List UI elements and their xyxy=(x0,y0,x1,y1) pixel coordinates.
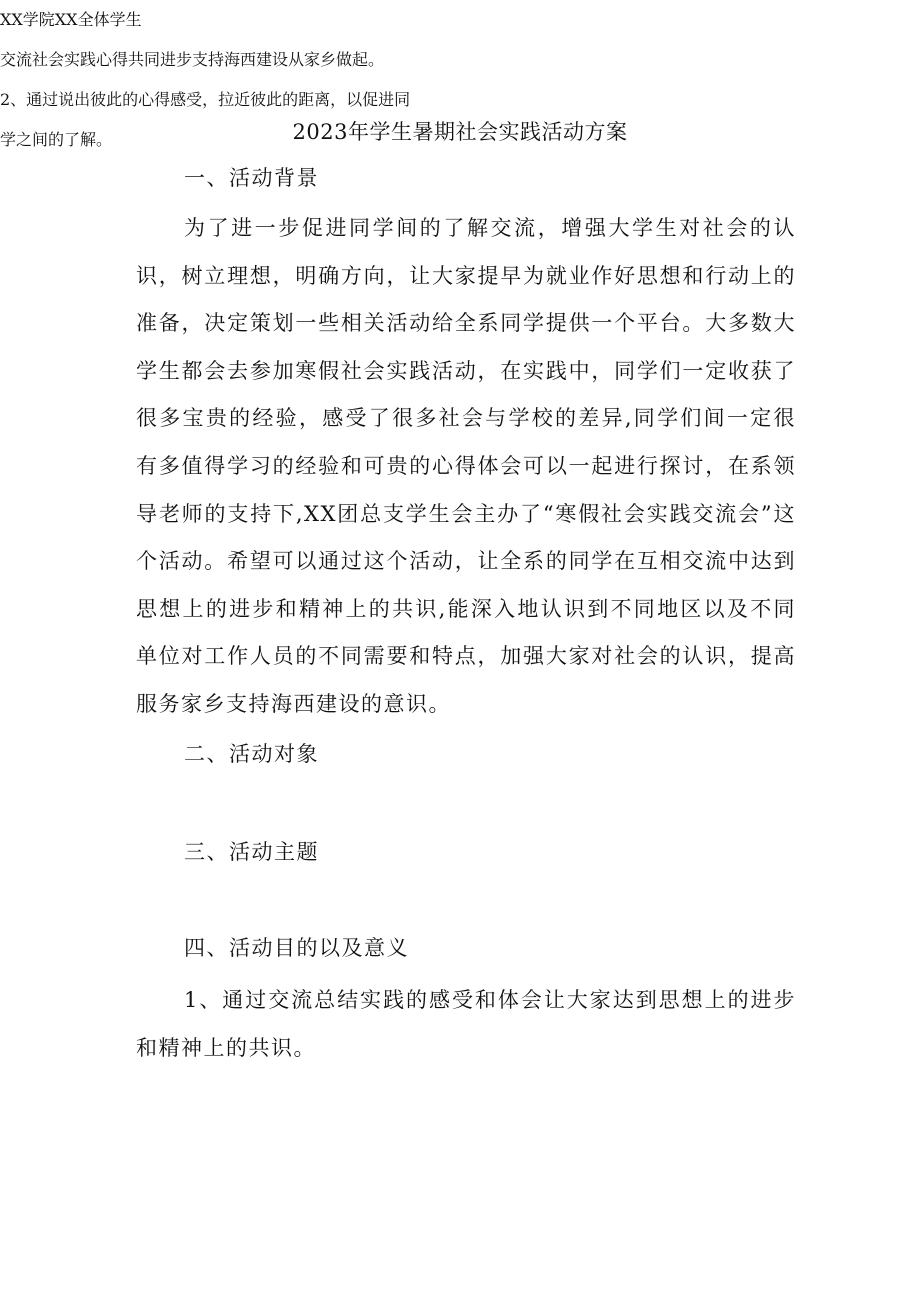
target-text: XX学院XX全体学生 xyxy=(0,10,142,29)
purpose-item-2-line-2: 学之间的了解。 xyxy=(0,130,113,149)
section-heading-purpose: 四、活动目的以及意义 xyxy=(184,936,409,960)
section-heading-target: 二、活动对象 xyxy=(184,742,319,766)
background-paragraph: 为了进一步促进同学间的了解交流，增强大学生对社会的认识，树立理想，明确方向，让大家提早为就业作好思想和行动上的准备，决定策划一些相关活动给全系同学提供一个平台。大多数大学生都会去参加寒假社会实践活动，在实践中，同学们一定收获了很多宝贵的经验，感受了很多社会与学校的差异,同学们间一定很有多值得学习的经验和可贵的心得体会可以一起进行探讨，在系领导老师的支持下,XX团总支学生会主办了“寒假社会实践交流会”这个活动。希望可以通过这个活动，让全系的同学在互相交流中达到思想上的进步和精神上的共识,能深入地认识到不同地区以及不同单位对工作人员的不同需要和特点，加强大家对社会的认识，提高服务家乡支持海西建设的意识。 xyxy=(136,216,796,716)
section-heading-theme: 三、活动主题 xyxy=(184,840,319,864)
theme-text: 交流社会实践心得共同进步支持海西建设从家乡做起。 xyxy=(0,50,385,69)
purpose-item-2-line-1: 2、通过说出彼此的心得感受，拉近彼此的距离，以促进同 xyxy=(0,90,411,109)
section-heading-background: 一、活动背景 xyxy=(184,166,319,190)
document-title: 2023年学生暑期社会实践活动方案 xyxy=(292,120,628,144)
purpose-item-1: 1、通过交流总结实践的感受和体会让大家达到思想上的进步和精神上的共识。 xyxy=(136,988,796,1060)
